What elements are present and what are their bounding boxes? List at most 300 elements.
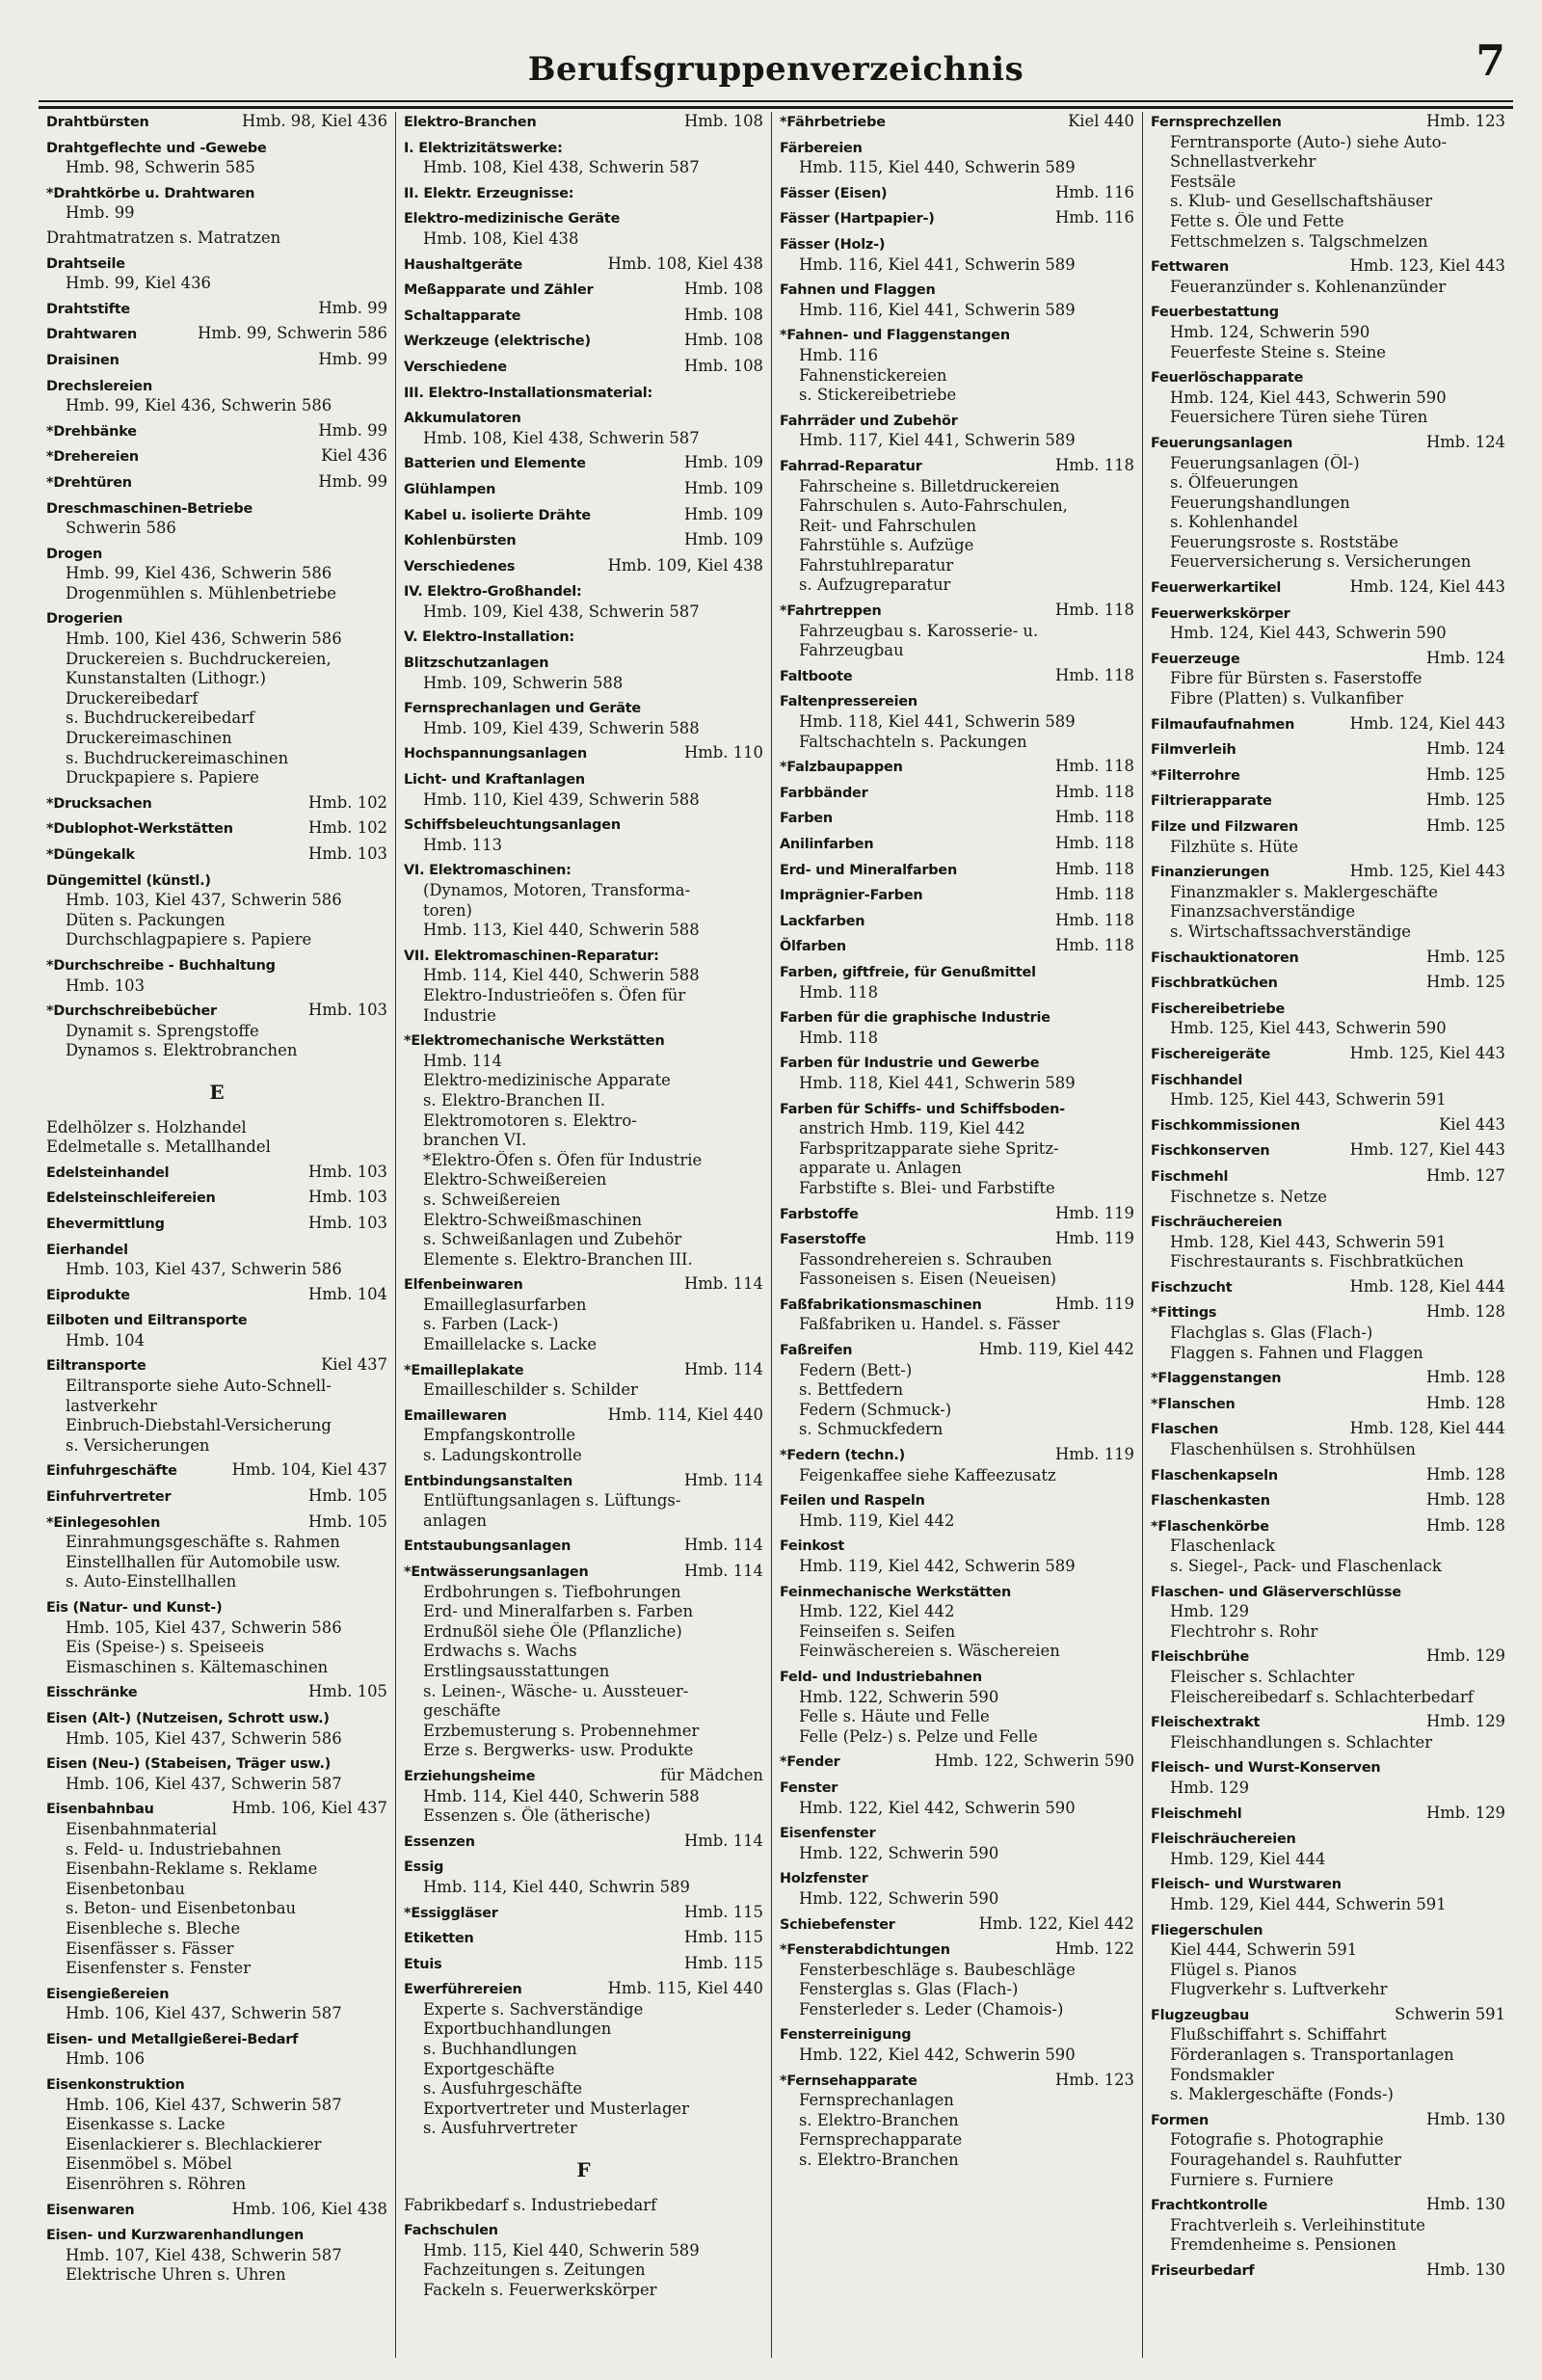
entry-detail-line: Fassondrehereien s. Schrauben (799, 1249, 1052, 1269)
entry-detail-line: Hmb. 99, Kiel 436 (66, 274, 211, 293)
entry-term: Fässer (Holz-) (780, 236, 886, 253)
entry-heading-line (46, 870, 387, 892)
entry-term: *Fernsehapparate (780, 2072, 917, 2089)
entry-term: Finanzierungen (1151, 865, 1270, 881)
entry-heading-line (404, 627, 763, 648)
entry-reference: Hmb. 128, Kiel 444 (1346, 1277, 1505, 1297)
entry-reference: Hmb. 99 (314, 472, 387, 493)
entry-term: Eiprodukte (46, 1287, 130, 1303)
entry-term: Eisschränke (46, 1685, 138, 1701)
entry-detail-line: (Dynamos, Motoren, Transforma- (423, 881, 691, 899)
entry-detail-line: s. Ausfuhrvertreter (423, 2119, 577, 2138)
entry-heading-line (46, 1355, 387, 1377)
entry-detail-line: s. Maklergeschäfte (Fonds-) (1170, 2085, 1394, 2104)
entry-detail-line: Eisenbahn-Reklame s. Reklame (66, 1859, 318, 1879)
directory-entry (780, 1939, 1134, 2019)
entry-detail-line: s. Elektro-Branchen (799, 2151, 959, 2170)
entry-heading-line (46, 1753, 387, 1775)
entry-detail-line: s. Leinen-, Wäsche- u. Aussteuer- (423, 1681, 689, 1700)
entry-term: Edelsteinhandel (46, 1164, 170, 1181)
directory-entry (404, 479, 763, 500)
entry-detail-line: Erdbohrungen s. Tiefbohrungen (423, 1582, 681, 1601)
entry-detail-line: Flaschenlack (1170, 1537, 1275, 1556)
entry-detail-line: Schnellastverkehr (1170, 152, 1316, 172)
entry-reference: Hmb. 114 (680, 1562, 763, 1582)
entry-heading-line (1151, 739, 1505, 761)
entry-heading-line (780, 1053, 1134, 1074)
entry-reference: Hmb. 130 (1422, 2110, 1505, 2130)
directory-entry (780, 138, 1134, 178)
entry-detail-line: Erdwachs s. Wachs (423, 1642, 577, 1661)
entry-reference: Kiel 443 (1435, 1115, 1505, 1136)
entry-reference: Hmb. 109 (680, 530, 763, 550)
directory-entry (46, 870, 387, 950)
directory-entry (1151, 948, 1505, 969)
entry-term: Feinkost (780, 1538, 845, 1555)
entry-reference: Hmb. 122, Schwerin 590 (931, 1752, 1134, 1772)
entry-term: Einfuhrvertreter (46, 1489, 172, 1506)
entry-heading-line (404, 1030, 763, 1052)
directory-entry (780, 834, 1134, 855)
entry-heading-line (780, 1778, 1134, 1799)
entry-reference: Hmb. 119 (1051, 1204, 1134, 1224)
entry-detail-line: Druckereimaschinen (66, 729, 232, 748)
entry-heading-line (1151, 1368, 1505, 1389)
directory-entry (780, 1868, 1134, 1909)
directory-entry (404, 698, 763, 738)
entry-heading-line (780, 1939, 1134, 1961)
directory-entry (404, 112, 763, 133)
entry-heading-line (404, 331, 763, 352)
directory-entry (46, 1984, 387, 2024)
directory-entry (1151, 765, 1505, 787)
entry-detail-line: Hmb. 108, Kiel 438, Schwerin 587 (423, 428, 700, 447)
directory-entry (46, 183, 387, 224)
entry-term: V. Elektro-Installation: (404, 629, 574, 646)
entry-detail-line: Fremdenheime s. Pensionen (1170, 2235, 1396, 2255)
directory-entry (404, 1030, 763, 1270)
entry-term: *Flanschen (1151, 1396, 1236, 1412)
entry-detail-line: s. Versicherungen (66, 1435, 210, 1455)
entry-detail-line: Hmb. 104 (66, 1330, 146, 1350)
entry-detail-line: Hmb. 108, Kiel 438 (423, 228, 579, 248)
directory-entry (780, 411, 1134, 451)
directory-entry (46, 1310, 387, 1350)
entry-heading-line (1151, 1646, 1505, 1668)
entry-term: Fensterreinigung (780, 2027, 912, 2044)
entry-term: Haushaltgeräte (404, 256, 523, 273)
entry-reference: Kiel 437 (317, 1355, 387, 1376)
entry-detail-line: apparate u. Anlagen (799, 1159, 962, 1178)
entry-reference: Hmb. 109 (680, 505, 763, 525)
entry-heading-line (1151, 1140, 1505, 1162)
entry-detail-line: Emailleglasurfarben (423, 1295, 587, 1314)
entry-reference: Hmb. 118 (1051, 456, 1134, 476)
entry-reference: Hmb. 119 (1051, 1295, 1134, 1315)
entry-detail-line: Hmb. 108, Kiel 438, Schwerin 587 (423, 158, 700, 177)
entry-reference: Hmb. 124 (1422, 433, 1505, 453)
entry-detail-line: Hmb. 118, Kiel 441, Schwerin 589 (799, 712, 1076, 732)
directory-entry (404, 815, 763, 855)
entry-heading-line (1151, 1874, 1505, 1895)
entry-detail-line: s. Elektro-Branchen II. (423, 1090, 606, 1110)
entry-detail-line: Hmb. 99, Kiel 436, Schwerin 586 (66, 396, 332, 415)
directory-entry (780, 208, 1134, 229)
entry-detail-line: Felle (Pelz-) s. Pelze und Felle (799, 1726, 1038, 1746)
entry-reference: Hmb. 118 (1051, 808, 1134, 828)
directory-entry (780, 691, 1134, 752)
entry-heading-line (404, 383, 763, 404)
entry-heading-line (404, 1928, 763, 1949)
directory-entry (780, 1099, 1134, 1199)
entry-detail-line: Fischnetze s. Netze (1170, 1187, 1327, 1206)
entry-term: Eisenkonstruktion (46, 2077, 185, 2094)
directory-entry (1151, 790, 1505, 812)
entry-term: Fischbratküchen (1151, 976, 1278, 992)
entry-heading-line (1151, 2195, 1505, 2216)
directory-entry (1151, 714, 1505, 735)
entry-detail-line: Hmb. 122, Kiel 442 (799, 1602, 955, 1621)
entry-detail-line: Exportvertreter und Musterlager (423, 2099, 689, 2118)
directory-entry (1151, 256, 1505, 297)
entry-detail-line: Hmb. 124, Schwerin 590 (1170, 322, 1370, 341)
entry-detail-line: Dynamit s. Sprengstoffe (66, 1021, 259, 1040)
entry-term: Fleischmehl (1151, 1805, 1242, 1822)
entry-detail-line: Reit- und Fahrschulen (799, 516, 977, 535)
entry-term: Filze und Filzwaren (1151, 819, 1299, 835)
entry-heading-line (404, 860, 763, 881)
entry-reference: Hmb. 118 (1051, 885, 1134, 905)
entry-term: Drogen (46, 546, 103, 562)
entry-detail-line: Hmb. 99, Kiel 436, Schwerin 586 (66, 564, 332, 583)
directory-entry (46, 1753, 387, 1794)
directory-entry (46, 1188, 387, 1209)
directory-entry (1151, 1115, 1505, 1137)
entry-detail-line: Hmb. 119, Kiel 442 (799, 1511, 955, 1530)
entry-reference: Hmb. 118 (1051, 757, 1134, 777)
entry-term: Drahtgeflechte und -Gewebe (46, 140, 267, 156)
entry-heading-line (46, 1512, 387, 1534)
entry-detail-line: Fette s. Öle und Fette (1170, 211, 1344, 230)
directory-entry (46, 844, 387, 866)
cross-reference-line: Edelhölzer s. Holzhandel (46, 1117, 247, 1137)
entry-detail-line: Hmb. 118, Kiel 441, Schwerin 589 (799, 1073, 1076, 1092)
entry-reference: Hmb. 124 (1422, 739, 1505, 760)
entry-detail-line: Hmb. 122, Schwerin 590 (799, 1888, 999, 1908)
entry-reference: Hmb. 99 (314, 350, 387, 370)
entry-term: Batterien und Elemente (404, 456, 586, 472)
entry-detail-line: Erd- und Mineralfarben s. Farben (423, 1602, 694, 1621)
entry-heading-line (46, 1682, 387, 1703)
entry-detail-line: Hmb. 129 (1170, 1778, 1250, 1797)
entry-reference: Hmb. 105 (305, 1682, 387, 1702)
entry-detail-line: Hmb. 103, Kiel 437, Schwerin 586 (66, 1260, 342, 1279)
entry-detail-line: Hmb. 116, Kiel 441, Schwerin 589 (799, 300, 1076, 319)
entry-detail-line: Eisenlackierer s. Blechlackierer (66, 2134, 322, 2153)
entry-detail-line: Hmb. 117, Kiel 441, Schwerin 589 (799, 431, 1076, 450)
entry-detail-line: Fassoneisen s. Eisen (Neueisen) (799, 1270, 1057, 1289)
page-number: 7 (1476, 37, 1505, 86)
directory-entry (404, 1857, 763, 1897)
entry-heading-line (780, 1823, 1134, 1844)
entry-detail-line: Emailleschilder s. Schilder (423, 1380, 638, 1400)
directory-entry (404, 183, 763, 204)
entry-term: Drahtseile (46, 255, 125, 272)
entry-detail-line: Feuerungsanlagen (Öl-) (1170, 453, 1360, 472)
entry-term: Schiebefenster (780, 1916, 895, 1933)
entry-reference: Hmb. 123 (1051, 2071, 1134, 2091)
entry-term: *Entwässerungsanlagen (404, 1564, 589, 1580)
directory-entry (46, 324, 387, 345)
entry-reference: Hmb. 123 (1422, 112, 1505, 132)
entry-reference: Hmb. 104, Kiel 437 (228, 1460, 387, 1481)
directory-entry (1151, 1394, 1505, 1415)
directory-entry (46, 498, 387, 539)
entry-heading-line (780, 456, 1134, 477)
directory-entry (780, 1752, 1134, 1773)
entry-term: Verschiedene (404, 359, 507, 375)
directory-entry (46, 1163, 387, 1184)
directory-entry (780, 1536, 1134, 1576)
entry-heading-line (1151, 816, 1505, 838)
directory-entry (780, 783, 1134, 804)
entry-term: Kohlenbürsten (404, 533, 517, 549)
directory-entry (404, 1979, 763, 2139)
entry-heading-line (404, 1536, 763, 1557)
entry-detail-line: Fleischereibedarf s. Schlachterbedarf (1170, 1687, 1474, 1706)
directory-entry (404, 556, 763, 577)
entry-detail-line: Eisenbleche s. Bleche (66, 1918, 241, 1938)
entry-term: Fliegerschulen (1151, 1922, 1263, 1939)
entry-detail-line: Fensterbeschläge s. Baubeschläge (799, 1960, 1076, 1979)
entry-reference: Hmb. 106, Kiel 437 (228, 1799, 387, 1819)
entry-detail-line: s. Aufzugreparatur (799, 575, 951, 595)
directory-entry (46, 1240, 387, 1280)
directory-entry (1151, 1140, 1505, 1162)
entry-detail-line: Felle s. Häute und Felle (799, 1707, 990, 1726)
directory-entry (404, 357, 763, 378)
entry-detail-line: s. Buchdruckereimaschinen (66, 748, 289, 767)
entry-detail-line: Hmb. 98, Schwerin 585 (66, 158, 255, 177)
entry-heading-line (404, 946, 763, 967)
entry-heading-line (1151, 1302, 1505, 1324)
entry-heading-line (1151, 1212, 1505, 1233)
entry-detail-line: Hmb. 125, Kiel 443, Schwerin 591 (1170, 1090, 1447, 1110)
entry-term: Faltenpressereien (780, 694, 917, 710)
entry-term: *Fährbetriebe (780, 115, 886, 130)
entry-heading-line (46, 608, 387, 629)
entry-heading-line (404, 556, 763, 577)
entry-term: *Drahtkörbe u. Drahtwaren (46, 185, 255, 201)
entry-term: *Durchschreibe - Buchhaltung (46, 957, 276, 974)
entry-detail-line: Fahrscheine s. Billetdruckereien (799, 476, 1060, 495)
entry-term: Farben für Industrie und Gewerbe (780, 1056, 1040, 1072)
entry-detail-line: Durchschlagpapiere s. Papiere (66, 930, 312, 949)
entry-heading-line (780, 666, 1134, 687)
entry-detail-line: Förderanlagen s. Transportanlagen (1170, 2046, 1454, 2065)
entry-term: Filtrierapparate (1151, 793, 1272, 810)
entry-heading-line (404, 1562, 763, 1583)
entry-term: Eisen (Alt-) (Nutzeisen, Schrott usw.) (46, 1710, 330, 1726)
entry-detail-line: Hmb. 116 (799, 345, 879, 364)
entry-term: Elektro-Branchen (404, 115, 537, 130)
directory-entry (404, 769, 763, 810)
entry-term: Eilboten und Eiltransporte (46, 1313, 248, 1329)
entry-detail-line: s. Schweißereien (423, 1190, 561, 1209)
entry-reference: Hmb. 125 (1422, 973, 1505, 993)
entry-detail-line: Fondsmakler (1170, 2065, 1274, 2084)
entry-term: Feilen und Raspeln (780, 1493, 925, 1510)
entry-detail-line: Hmb. 100, Kiel 436, Schwerin 586 (66, 629, 342, 649)
entry-heading-line (780, 411, 1134, 432)
directory-entry (404, 408, 763, 448)
entry-heading-line (780, 691, 1134, 712)
entry-heading-line (780, 208, 1134, 229)
entry-heading-line (1151, 2005, 1505, 2026)
directory-entry (46, 228, 387, 249)
entry-reference: Hmb. 114, Kiel 440 (604, 1405, 763, 1426)
entry-heading-line (780, 1868, 1134, 1889)
directory-entry (1151, 1646, 1505, 1707)
entry-term: Feuerungsanlagen (1151, 435, 1293, 451)
entry-heading-line (1151, 1920, 1505, 1941)
entry-heading-line (46, 446, 387, 468)
entry-detail-line: Druckereibedarf (66, 688, 199, 708)
entry-reference: Hmb. 103 (305, 1001, 387, 1021)
entry-term: Friseurbedarf (1151, 2263, 1255, 2279)
directory-entry (46, 1597, 387, 1677)
directory-entry (780, 1823, 1134, 1863)
entry-heading-line (46, 1984, 387, 2005)
cross-reference-line: Fabrikbedarf s. Industriebedarf (404, 2195, 657, 2214)
directory-entry (780, 885, 1134, 906)
directory-entry (780, 1914, 1134, 1936)
entry-heading-line (1151, 1712, 1505, 1733)
entry-reference: für Mädchen (656, 1766, 763, 1786)
directory-entry (404, 581, 763, 622)
entry-detail-line: Hmb. 122, Kiel 442, Schwerin 590 (799, 2046, 1076, 2065)
entry-reference: Hmb. 108 (680, 112, 763, 132)
entry-heading-line (780, 936, 1134, 957)
entry-heading-line (780, 1582, 1134, 1603)
directory-entry (46, 2074, 387, 2195)
entry-reference: Hmb. 118 (1051, 783, 1134, 803)
entry-detail-line: Hmb. 110, Kiel 439, Schwerin 588 (423, 789, 700, 809)
entry-reference: Hmb. 108 (680, 280, 763, 300)
entry-detail-line: Hmb. 106, Kiel 437, Schwerin 587 (66, 2004, 342, 2023)
entry-detail-line: Hmb. 99 (66, 203, 135, 223)
entry-heading-line (46, 1310, 387, 1331)
entry-detail-line: lastverkehr (66, 1396, 157, 1415)
entry-reference: Hmb. 127 (1422, 1166, 1505, 1187)
entry-term: VI. Elektromaschinen: (404, 863, 572, 879)
entry-reference: Hmb. 103 (305, 1163, 387, 1183)
entry-term: *Falzbaupappen (780, 760, 903, 776)
entry-heading-line (404, 357, 763, 378)
entry-detail-line: s. Kohlenhandel (1170, 513, 1298, 532)
entry-detail-line: Fensterglas s. Glas (Flach-) (799, 1980, 1019, 1999)
entry-reference: Hmb. 128 (1422, 1368, 1505, 1388)
entry-detail-line: Fischrestaurants s. Fischbratküchen (1170, 1252, 1464, 1271)
entry-term: Filmverleih (1151, 742, 1236, 759)
directory-entry (1151, 433, 1505, 573)
directory-entry (46, 1355, 387, 1456)
directory-entry (780, 936, 1134, 957)
directory-entry (46, 2225, 387, 2286)
directory-entry (46, 2200, 387, 2221)
entry-term: *Flaschenkörbe (1151, 1518, 1269, 1535)
directory-entry (404, 1832, 763, 1853)
column-1 (39, 112, 395, 2358)
entry-detail-line: Hmb. 129, Kiel 444, Schwerin 591 (1170, 1894, 1447, 1913)
entry-term: Fahrrad-Reparatur (780, 458, 922, 474)
entry-reference: Hmb. 105 (305, 1512, 387, 1533)
entry-term: Fischereigeräte (1151, 1046, 1271, 1062)
entry-reference: Hmb. 125, Kiel 443 (1346, 862, 1505, 882)
entry-heading-line (780, 1229, 1134, 1250)
entry-term: *Fender (780, 1754, 840, 1771)
entry-reference: Hmb. 128, Kiel 444 (1346, 1419, 1505, 1439)
entry-detail-line: Federn (Schmuck-) (799, 1400, 952, 1419)
entry-term: Flaschenkapseln (1151, 1467, 1278, 1484)
entry-detail-line: s. Siegel-, Pack- und Flaschenlack (1170, 1557, 1442, 1575)
entry-reference: Hmb. 128 (1422, 1302, 1505, 1323)
entry-heading-line (404, 1903, 763, 1924)
entry-term: Blitzschutzanlagen (404, 655, 549, 672)
entry-detail-line: Feueranzünder s. Kohlenanzünder (1170, 277, 1447, 296)
entry-term: IV. Elektro-Großhandel: (404, 584, 582, 601)
directory-entry (46, 421, 387, 442)
entry-term: Fleischextrakt (1151, 1715, 1261, 1731)
directory-entry (780, 666, 1134, 687)
entry-heading-line (780, 962, 1134, 983)
entry-heading-line (46, 299, 387, 320)
entry-detail-line: anlagen (423, 1511, 488, 1530)
directory-entry (46, 544, 387, 604)
directory-entry (1151, 1582, 1505, 1643)
entry-heading-line (404, 815, 763, 836)
entry-heading-line (1151, 714, 1505, 735)
entry-heading-line (404, 743, 763, 764)
entry-heading-line (404, 1360, 763, 1381)
entry-reference: Hmb. 124, Kiel 443 (1346, 714, 1505, 735)
directory-entry (404, 1471, 763, 1532)
directory-entry (1151, 1516, 1505, 1577)
entry-heading-line (1151, 577, 1505, 599)
entry-term: Eisengießereien (46, 1986, 170, 2002)
directory-entry (46, 1285, 387, 1306)
entry-term: Erziehungsheime (404, 1768, 536, 1784)
entry-detail-line: Fensterleder s. Leder (Chamois-) (799, 1999, 1064, 2019)
entry-term: Holzfenster (780, 1871, 868, 1887)
entry-detail-line: Flugverkehr s. Luftverkehr (1170, 1980, 1388, 1999)
entry-heading-line (404, 183, 763, 204)
entry-detail-line: Elektro-medizinische Apparate (423, 1071, 671, 1090)
entry-heading-line (1151, 973, 1505, 994)
entry-heading-line (46, 818, 387, 840)
entry-term: Anilinfarben (780, 837, 874, 852)
entry-term: *Drehbänke (46, 423, 137, 440)
entry-heading-line (46, 2074, 387, 2096)
entry-heading-line (46, 1285, 387, 1306)
entry-detail-line: Einrahmungsgeschäfte s. Rahmen (66, 1533, 340, 1552)
entry-detail-line: Empfangskontrolle (423, 1426, 576, 1445)
entry-detail-line: Eisenbetonbau (66, 1879, 185, 1898)
entry-detail-line: Hmb. 114, Kiel 440, Schwerin 588 (423, 1786, 700, 1805)
entry-heading-line (1151, 603, 1505, 625)
entry-term: Fernsprechanlagen und Geräte (404, 701, 641, 717)
entry-detail-line: Ferntransporte (Auto-) siehe Auto- (1170, 132, 1448, 151)
